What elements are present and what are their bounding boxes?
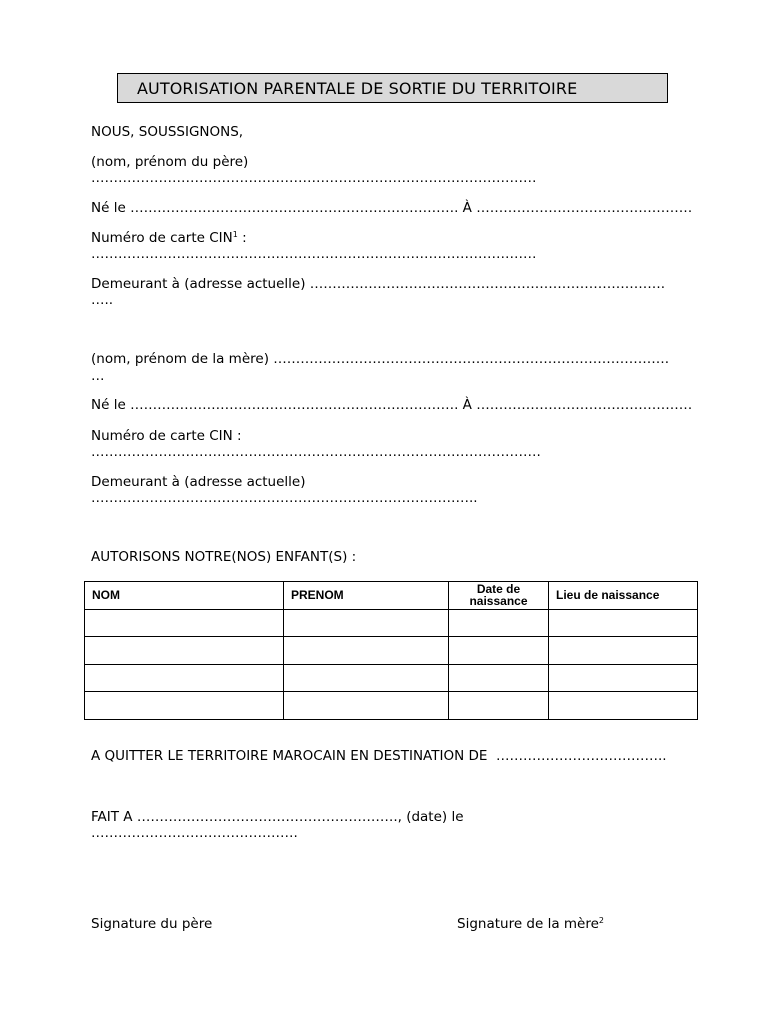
table-cell[interactable] xyxy=(449,609,549,637)
table-row xyxy=(85,692,698,720)
table-cell[interactable] xyxy=(449,692,549,720)
destination-label: A QUITTER LE TERRITOIRE MAROCAIN EN DESTINATION DE xyxy=(91,748,488,764)
father-cin-field[interactable]: ……………………………………………………………………………………… xyxy=(91,246,537,262)
mother-address-field[interactable]: ………………………………………………………………………….. xyxy=(91,490,478,506)
mother-born-at-label: À xyxy=(462,397,472,413)
children-table xyxy=(84,581,698,720)
header-prenom: PRENOM xyxy=(284,582,449,610)
table-cell[interactable] xyxy=(549,664,698,692)
destination-line xyxy=(91,748,667,764)
mother-name-field[interactable]: ……………………………………………………………………………. xyxy=(273,351,670,367)
table-cell[interactable] xyxy=(284,637,449,665)
father-born-date-field[interactable]: ………………………………………………………………. xyxy=(130,200,459,216)
table-cell[interactable] xyxy=(85,664,284,692)
table-row xyxy=(85,609,698,637)
mother-born-label: Né le xyxy=(91,397,126,413)
mother-name-label: (nom, prénom de la mère) xyxy=(91,351,269,367)
authorize-text: AUTORISONS NOTRE(NOS) ENFANT(S) : xyxy=(91,549,357,565)
table-cell[interactable] xyxy=(549,637,698,665)
table-row xyxy=(85,637,698,665)
mother-name-line xyxy=(91,351,669,367)
father-address-line xyxy=(91,276,665,292)
table-cell[interactable] xyxy=(284,664,449,692)
mother-born-date-field[interactable]: ………………………………………………………………. xyxy=(130,397,459,413)
table-cell[interactable] xyxy=(549,692,698,720)
table-cell[interactable] xyxy=(549,609,698,637)
date-field[interactable]: ………………………………………. xyxy=(91,825,298,841)
table-cell[interactable] xyxy=(85,609,284,637)
father-born-at-label: À xyxy=(462,200,472,216)
document-title: AUTORISATION PARENTALE DE SORTIE DU TERRITOIRE xyxy=(137,79,578,98)
signature-mother: Signature de la mère xyxy=(457,916,599,932)
table-cell[interactable] xyxy=(284,609,449,637)
header-nom: NOM xyxy=(85,582,284,610)
mother-cin-label: Numéro de carte CIN : xyxy=(91,428,242,444)
mother-cin-field[interactable]: ………………………………………………………………………………………. xyxy=(91,444,541,460)
table-cell[interactable] xyxy=(85,637,284,665)
father-birth-line xyxy=(91,200,692,216)
father-born-label: Né le xyxy=(91,200,126,216)
done-at-label: FAIT A xyxy=(91,809,133,825)
father-address-field[interactable]: ……………………………………………………………………. xyxy=(309,276,666,292)
mother-birth-line xyxy=(91,397,692,413)
date-label: (date) le xyxy=(406,809,464,825)
mother-address-label: Demeurant à (adresse actuelle) xyxy=(91,474,306,490)
table-row xyxy=(85,664,698,692)
signature-father: Signature du père xyxy=(91,916,213,932)
table-cell[interactable] xyxy=(449,637,549,665)
footnote-marker: 2 xyxy=(598,916,605,925)
signature-mother-line xyxy=(457,916,604,932)
done-at-line xyxy=(91,809,464,825)
header-lieu-naissance: Lieu de naissance xyxy=(549,582,698,610)
intro-text: NOUS, SOUSSIGNONS, xyxy=(91,124,244,140)
mother-born-place-field[interactable]: ………………………………………… xyxy=(476,397,693,413)
done-at-field[interactable]: …………………………………………………., xyxy=(136,809,402,825)
title-box xyxy=(117,73,668,103)
father-name-field[interactable]: ……………………………………………………………………………………… xyxy=(91,170,537,186)
father-born-place-field[interactable]: ………………………………………… xyxy=(476,200,693,216)
father-name-label: (nom, prénom du père) xyxy=(91,154,249,170)
table-cell[interactable] xyxy=(85,692,284,720)
destination-field[interactable]: ……………………………….. xyxy=(496,748,667,764)
footnote-marker: 1 xyxy=(232,230,238,239)
header-date-naissance: Date de naissance xyxy=(449,582,549,610)
table-cell[interactable] xyxy=(449,664,549,692)
father-cin-line xyxy=(91,230,247,246)
mother-name-field-cont[interactable]: … xyxy=(91,368,105,384)
father-cin-label: Numéro de carte CIN xyxy=(91,230,233,246)
father-address-label: Demeurant à (adresse actuelle) xyxy=(91,276,306,292)
table-header-row xyxy=(85,582,698,610)
father-cin-suffix: : xyxy=(237,230,247,246)
father-address-field-cont[interactable]: ….. xyxy=(91,292,114,308)
table-cell[interactable] xyxy=(284,692,449,720)
